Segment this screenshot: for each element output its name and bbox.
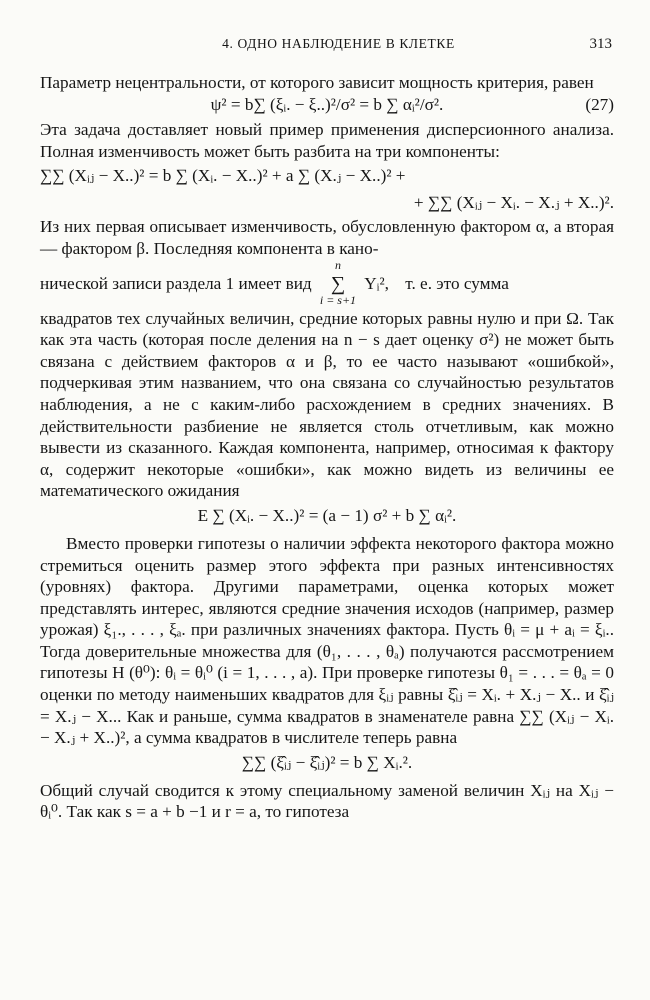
page-number: 313	[589, 36, 612, 52]
paragraph-estimation: Вместо проверки гипотезы о наличии эффекта некоторого фактора можно стремиться оценить размер этого эффекта при разных интенсивностях (уровнях) фактора. Другими параметрами, оценка которых может представлять интерес, являются средние значения исходов (например, размер урожая) ξ₁., . . . , ξₐ. при различных значениях фактора. Пусть θᵢ = μ + aᵢ = ξᵢ.. Тогда доверительные множества для (θ₁, . . . , θₐ) получаются рассмотрением гипотезы H (θ⁰): θᵢ = θᵢ⁰ (i = 1, . . . , a). При проверке гипотезы θ₁ = . . . = θₐ = 0 оценки по методу наименьших квадратов для ξᵢⱼ равны ξ̂ᵢⱼ = Xᵢ. + X.ⱼ − X.. и ξ̂̂ᵢⱼ = X.ⱼ − X... Как и раньше, сумма квадратов в знаменателе равна ∑∑ (Xᵢⱼ − Xᵢ. − X.ⱼ + X..)², а сумма квадратов в числителе теперь равна	[40, 533, 614, 748]
paragraph-components: Из них первая описывает изменчивость, обусловленную фактором α, а вторая — фактором β. Последняя компонента в кано-	[40, 217, 614, 258]
running-title: 4. ОДНО НАБЛЮДЕНИЕ В КЛЕТКЕ	[222, 36, 455, 51]
sum-lower-limit: i = s+1	[319, 292, 357, 307]
equation-27	[40, 94, 614, 116]
sum-upper-limit: n	[334, 257, 341, 272]
sum-operator	[316, 257, 360, 308]
equation-decomposition-line-2: + ∑∑ (Xᵢⱼ − Xᵢ. − X.ⱼ + X..)².	[413, 193, 614, 213]
running-header	[155, 36, 612, 58]
paragraph-general-case: Общий случай сводится к этому специальному заменой величин Xᵢⱼ на Xᵢⱼ − θᵢ⁰. Так как s = a + b −1 и r = a, то гипотеза	[40, 780, 614, 822]
equation-number-27: (27)	[585, 94, 614, 114]
equation-numerator-sum: ∑∑ (ξ̂ᵢⱼ − ξ̂̂ᵢⱼ)² = b ∑ Xᵢ.².	[241, 752, 413, 772]
paragraph-variance-analysis: Эта задача доставляет новый пример применения дисперсионного анализа. Полная изменчивость может быть разбита на три компоненты:	[40, 120, 614, 161]
canonical-sum-line	[40, 257, 614, 308]
canonical-lead-text: нической записи раздела 1 имеет вид	[40, 273, 312, 293]
paragraph-noncentrality: Параметр нецентральности, от которого зависит мощность критерия, равен	[40, 73, 594, 92]
paragraph-error-component: квадратов тех случайных величин, средние которых равны нулю и при Ω. Так как эта часть (которая после деления на n − s дает оценку σ²) не может быть связана с действием факторов α и β, то ее часто называют «ошибкой», подчеркивая этим названием, что она связана со случайностью результатов наблюдения, а не с каким-либо расхождением в средних значениях. В действительности разбиение не является столь отчетливым, как можно вывести из сказанного. Каждая компонента, например, относимая к фактору α, содержит некоторые «ошибки», как можно видеть из величины ее математического ожидания	[40, 308, 614, 501]
sum-sign: ∑	[330, 272, 346, 295]
sum-term: Yᵢ²,	[364, 273, 389, 293]
equation-expectation: E ∑ (Xᵢ. − X..)² = (a − 1) σ² + b ∑ αᵢ².	[197, 505, 457, 525]
page-body	[40, 72, 614, 823]
equation-decomposition-line-1: ∑∑ (Xᵢⱼ − X..)² = b ∑ (Xᵢ. − X..)² + a ∑ (X.ⱼ − X..)² +	[40, 166, 406, 186]
canonical-tail-text: т. е. это сумма	[405, 273, 509, 293]
equation-27-body: ψ² = b∑ (ξᵢ. − ξ..)²/σ² = b ∑ αᵢ²/σ².	[210, 94, 444, 114]
